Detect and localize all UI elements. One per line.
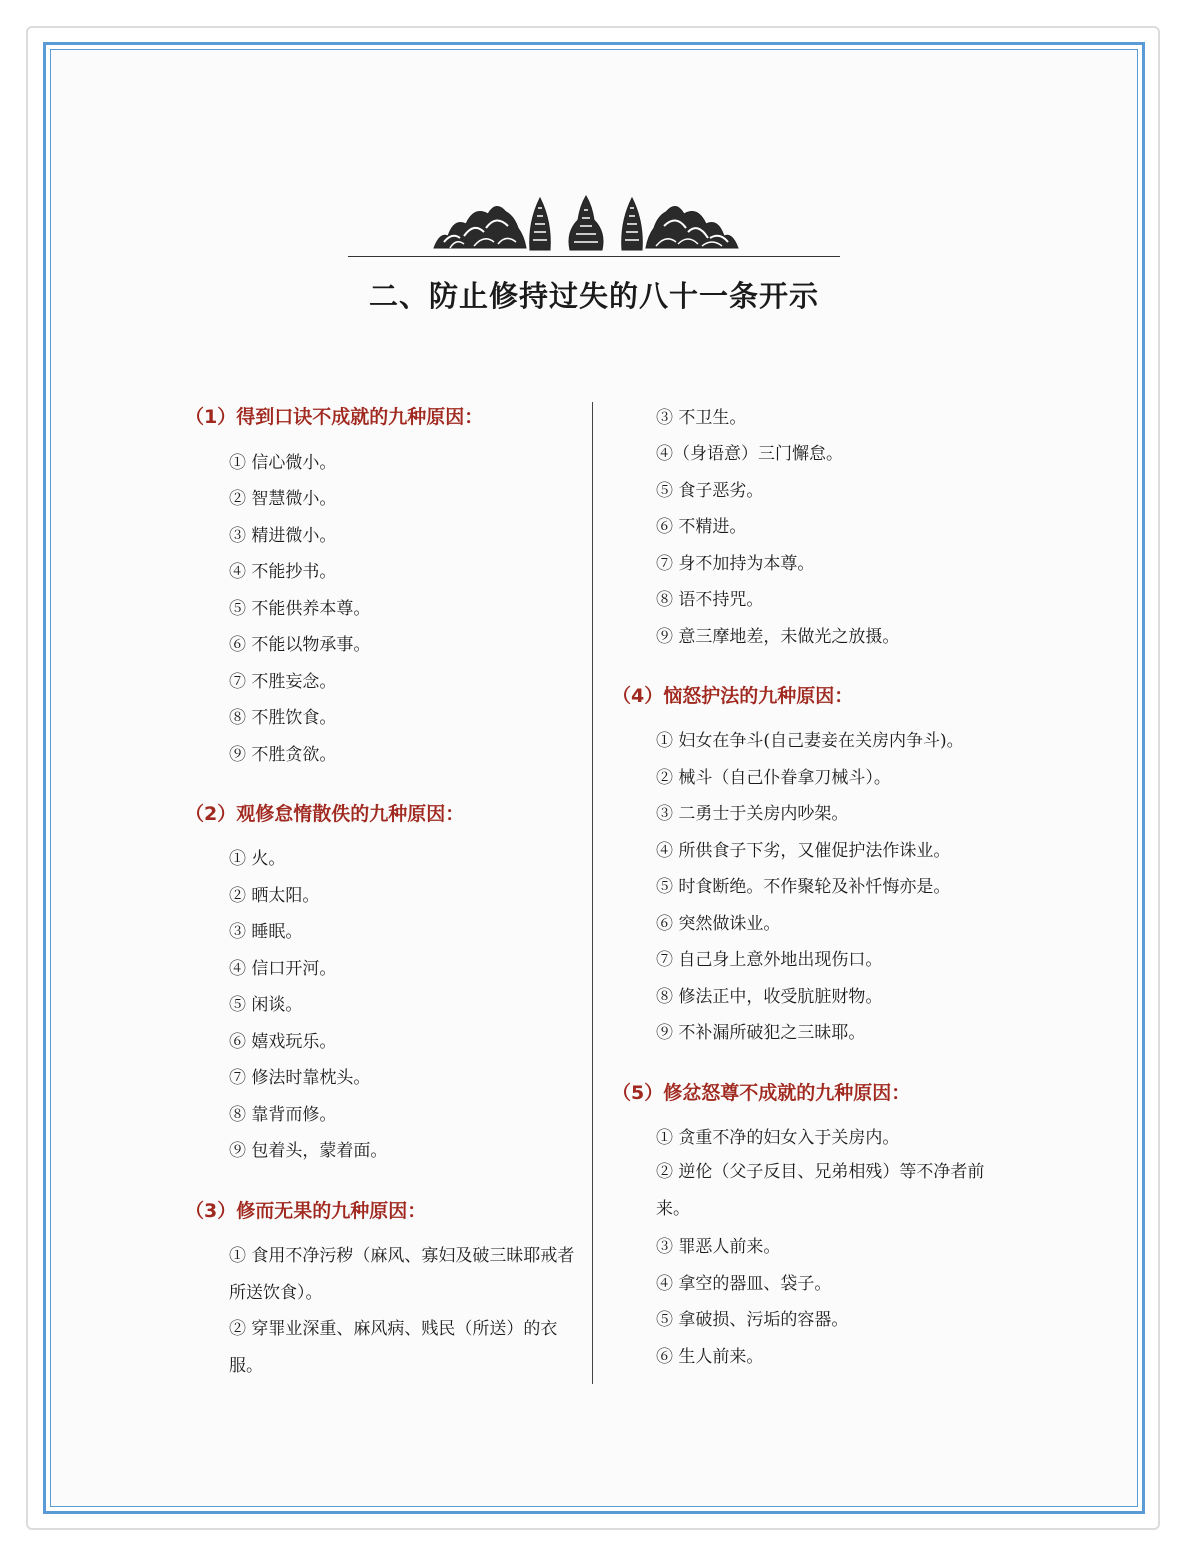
section-3-item: ④（身语意）三门懈怠。 (656, 444, 843, 464)
section-4-heading: （4）恼怒护法的九种原因： (612, 685, 854, 707)
section-1-item: ② 智慧微小。 (229, 489, 337, 509)
section-4-item: ⑧ 修法正中，收受肮脏财物。 (656, 987, 883, 1007)
section-2-item: ② 晒太阳。 (229, 886, 320, 906)
section-4-item: ⑨ 不补漏所破犯之三昧耶。 (656, 1023, 866, 1043)
section-1-item: ① 信心微小。 (229, 453, 337, 473)
title-rule (348, 256, 840, 257)
section-1-item: ③ 精进微小。 (229, 526, 337, 546)
section-3-heading: （3）修而无果的九种原因： (185, 1200, 427, 1222)
section-4-item: ④ 所供食子下劣，又催促护法作诛业。 (656, 841, 951, 861)
section-2-item: ⑦ 修法时靠枕头。 (229, 1068, 371, 1088)
section-3-paragraph-text: ② 穿罪业深重、麻风病、贱民（所送）的衣服。 (229, 1319, 558, 1376)
section-4-item: ① 妇女在争斗(自己妻妾在关房内争斗)。 (656, 731, 964, 751)
section-1-item: ④ 不能抄书。 (229, 562, 337, 582)
section-4-item: ② 械斗（自己仆眷拿刀械斗）。 (656, 768, 891, 788)
section-5-item: ③ 罪恶人前来。 (656, 1237, 781, 1257)
section-3-paragraph (185, 1311, 585, 1384)
section-1-item: ⑦ 不胜妄念。 (229, 672, 337, 692)
section-5-item: ⑤ 拿破损、污垢的容器。 (656, 1310, 849, 1330)
section-5-paragraph-text: ② 逆伦（父子反目、兄弟相残）等不净者前来。 (656, 1162, 985, 1219)
page-title: 二、防止修持过失的八十一条开示 (368, 279, 819, 313)
section-1-heading: （1）得到口诀不成就的九种原因： (185, 406, 484, 428)
section-5-item: ④ 拿空的器皿、袋子。 (656, 1274, 832, 1294)
section-3-item: ⑨ 意三摩地差，未做光之放摄。 (656, 627, 900, 647)
section-3-item: ⑥ 不精进。 (656, 517, 747, 537)
column-divider (592, 402, 593, 1384)
section-2-item: ④ 信口开河。 (229, 959, 337, 979)
section-4-item: ⑥ 突然做诛业。 (656, 914, 781, 934)
section-5-paragraph (612, 1154, 1012, 1227)
section-5-item: ⑥ 生人前来。 (656, 1347, 764, 1367)
section-5-heading: （5）修忿怒尊不成就的九种原因： (612, 1082, 911, 1104)
section-2-item: ⑥ 嬉戏玩乐。 (229, 1032, 337, 1052)
section-4-item: ⑤ 时食断绝。不作聚轮及补忏悔亦是。 (656, 877, 951, 897)
section-1-item: ⑥ 不能以物承事。 (229, 635, 371, 655)
section-4-item: ⑦ 自己身上意外地出现伤口。 (656, 950, 883, 970)
section-3-paragraph (185, 1238, 585, 1311)
section-1-item: ⑧ 不胜饮食。 (229, 708, 337, 728)
section-4-item: ③ 二勇士于关房内吵架。 (656, 804, 849, 824)
section-1-item: ⑨ 不胜贪欲。 (229, 745, 337, 765)
section-3-paragraph-text: ① 食用不净污秽（麻风、寡妇及破三昧耶戒者所送饮食）。 (229, 1246, 575, 1303)
section-2-item: ⑨ 包着头，蒙着面。 (229, 1141, 388, 1161)
section-3-item: ⑧ 语不持咒。 (656, 590, 764, 610)
section-3-item: ⑦ 身不加持为本尊。 (656, 554, 815, 574)
section-2-item: ⑧ 靠背而修。 (229, 1105, 337, 1125)
section-3-item: ③ 不卫生。 (656, 408, 747, 428)
section-1-item: ⑤ 不能供养本尊。 (229, 599, 371, 619)
mountain-stupa-ornament-icon (430, 192, 742, 252)
section-2-item: ③ 睡眠。 (229, 922, 303, 942)
section-2-item: ① 火。 (229, 849, 286, 869)
section-3-item: ⑤ 食子恶劣。 (656, 481, 764, 501)
section-2-item: ⑤ 闲谈。 (229, 995, 303, 1015)
section-5-item: ① 贪重不净的妇女入于关房内。 (656, 1128, 900, 1148)
section-2-heading: （2）观修怠惰散佚的九种原因： (185, 803, 465, 825)
